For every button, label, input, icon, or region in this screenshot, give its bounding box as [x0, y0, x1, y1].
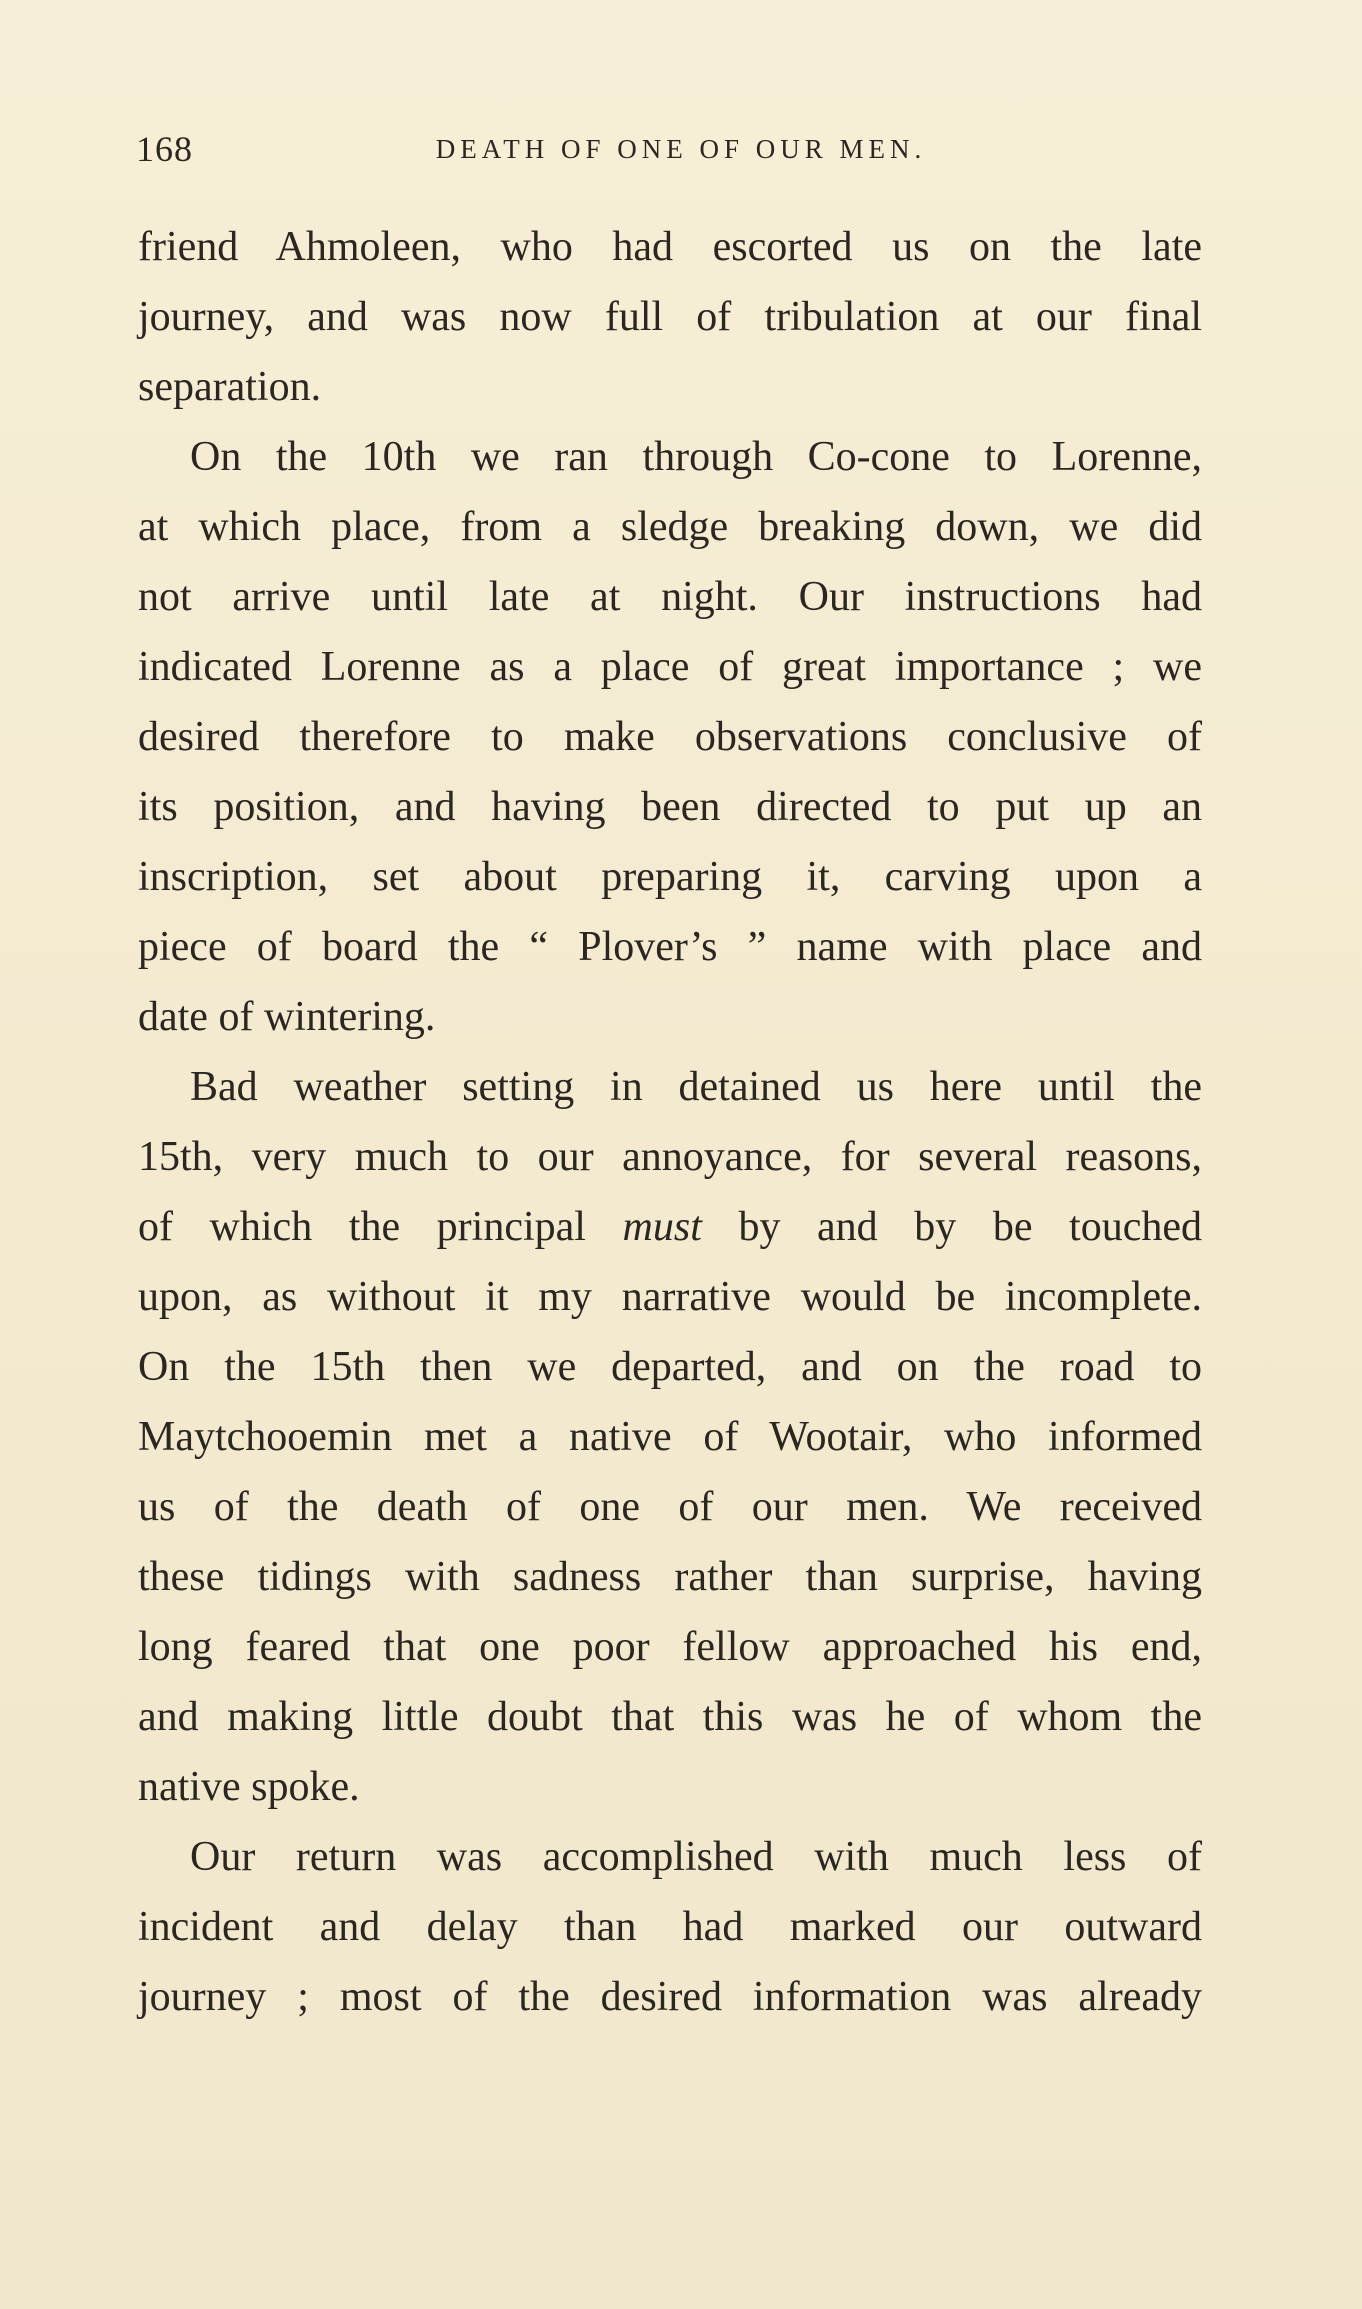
text-line: journey, and was now full of tribulation at our final — [138, 294, 1202, 340]
text-line: inscription, set about preparing it, carving upon a — [138, 854, 1202, 900]
text-line: native spoke. — [138, 1764, 360, 1810]
text-line: its position, and having been directed to put up an — [138, 784, 1202, 830]
emphasized-word: must — [622, 1204, 702, 1250]
text-line: long feared that one poor fellow approached his end, — [138, 1624, 1202, 1670]
text-segment: by and by be touched — [701, 1204, 1202, 1250]
text-line: Maytchooemin met a native of Wootair, who informed — [138, 1414, 1202, 1460]
text-line: separation. — [138, 364, 322, 410]
paragraph-start-line: On the 10th we ran through Co-cone to Lorenne, — [190, 434, 1202, 480]
text-line: upon, as without it my narrative would be incomplete. — [138, 1274, 1202, 1320]
text-line: at which place, from a sledge breaking down, we did — [138, 504, 1202, 550]
paragraph-start-line: Our return was accomplished with much less of — [190, 1834, 1202, 1880]
text-line: piece of board the “ Plover’s ” name with place and — [138, 924, 1202, 970]
text-line: us of the death of one of our men. We received — [138, 1484, 1202, 1530]
text-segment: of which the principal — [138, 1204, 623, 1250]
text-line: desired therefore to make observations conclusive of — [138, 714, 1202, 760]
paragraph-start-line: Bad weather setting in detained us here until the — [190, 1064, 1202, 1110]
text-line: incident and delay than had marked our outward — [138, 1904, 1202, 1950]
text-line: journey ; most of the desired information was already — [138, 1974, 1202, 2020]
text-line: and making little doubt that this was he of whom the — [138, 1694, 1202, 1740]
text-line: not arrive until late at night. Our instructions had — [138, 574, 1202, 620]
text-line: friend Ahmoleen, who had escorted us on the late — [138, 224, 1202, 270]
text-line: these tidings with sadness rather than surprise, having — [138, 1554, 1202, 1600]
text-line: date of wintering. — [138, 994, 436, 1040]
text-line: On the 15th then we departed, and on the road to — [138, 1344, 1202, 1390]
page-header — [136, 128, 1206, 168]
text-line: 15th, very much to our annoyance, for several reasons, — [138, 1134, 1202, 1180]
body-text — [138, 212, 1202, 2032]
text-line: indicated Lorenne as a place of great importance ; we — [138, 644, 1202, 690]
running-title: DEATH OF ONE OF OUR MEN. — [435, 134, 927, 164]
text-line-with-emphasis — [138, 1192, 1202, 1262]
page-number: 168 — [136, 129, 193, 169]
